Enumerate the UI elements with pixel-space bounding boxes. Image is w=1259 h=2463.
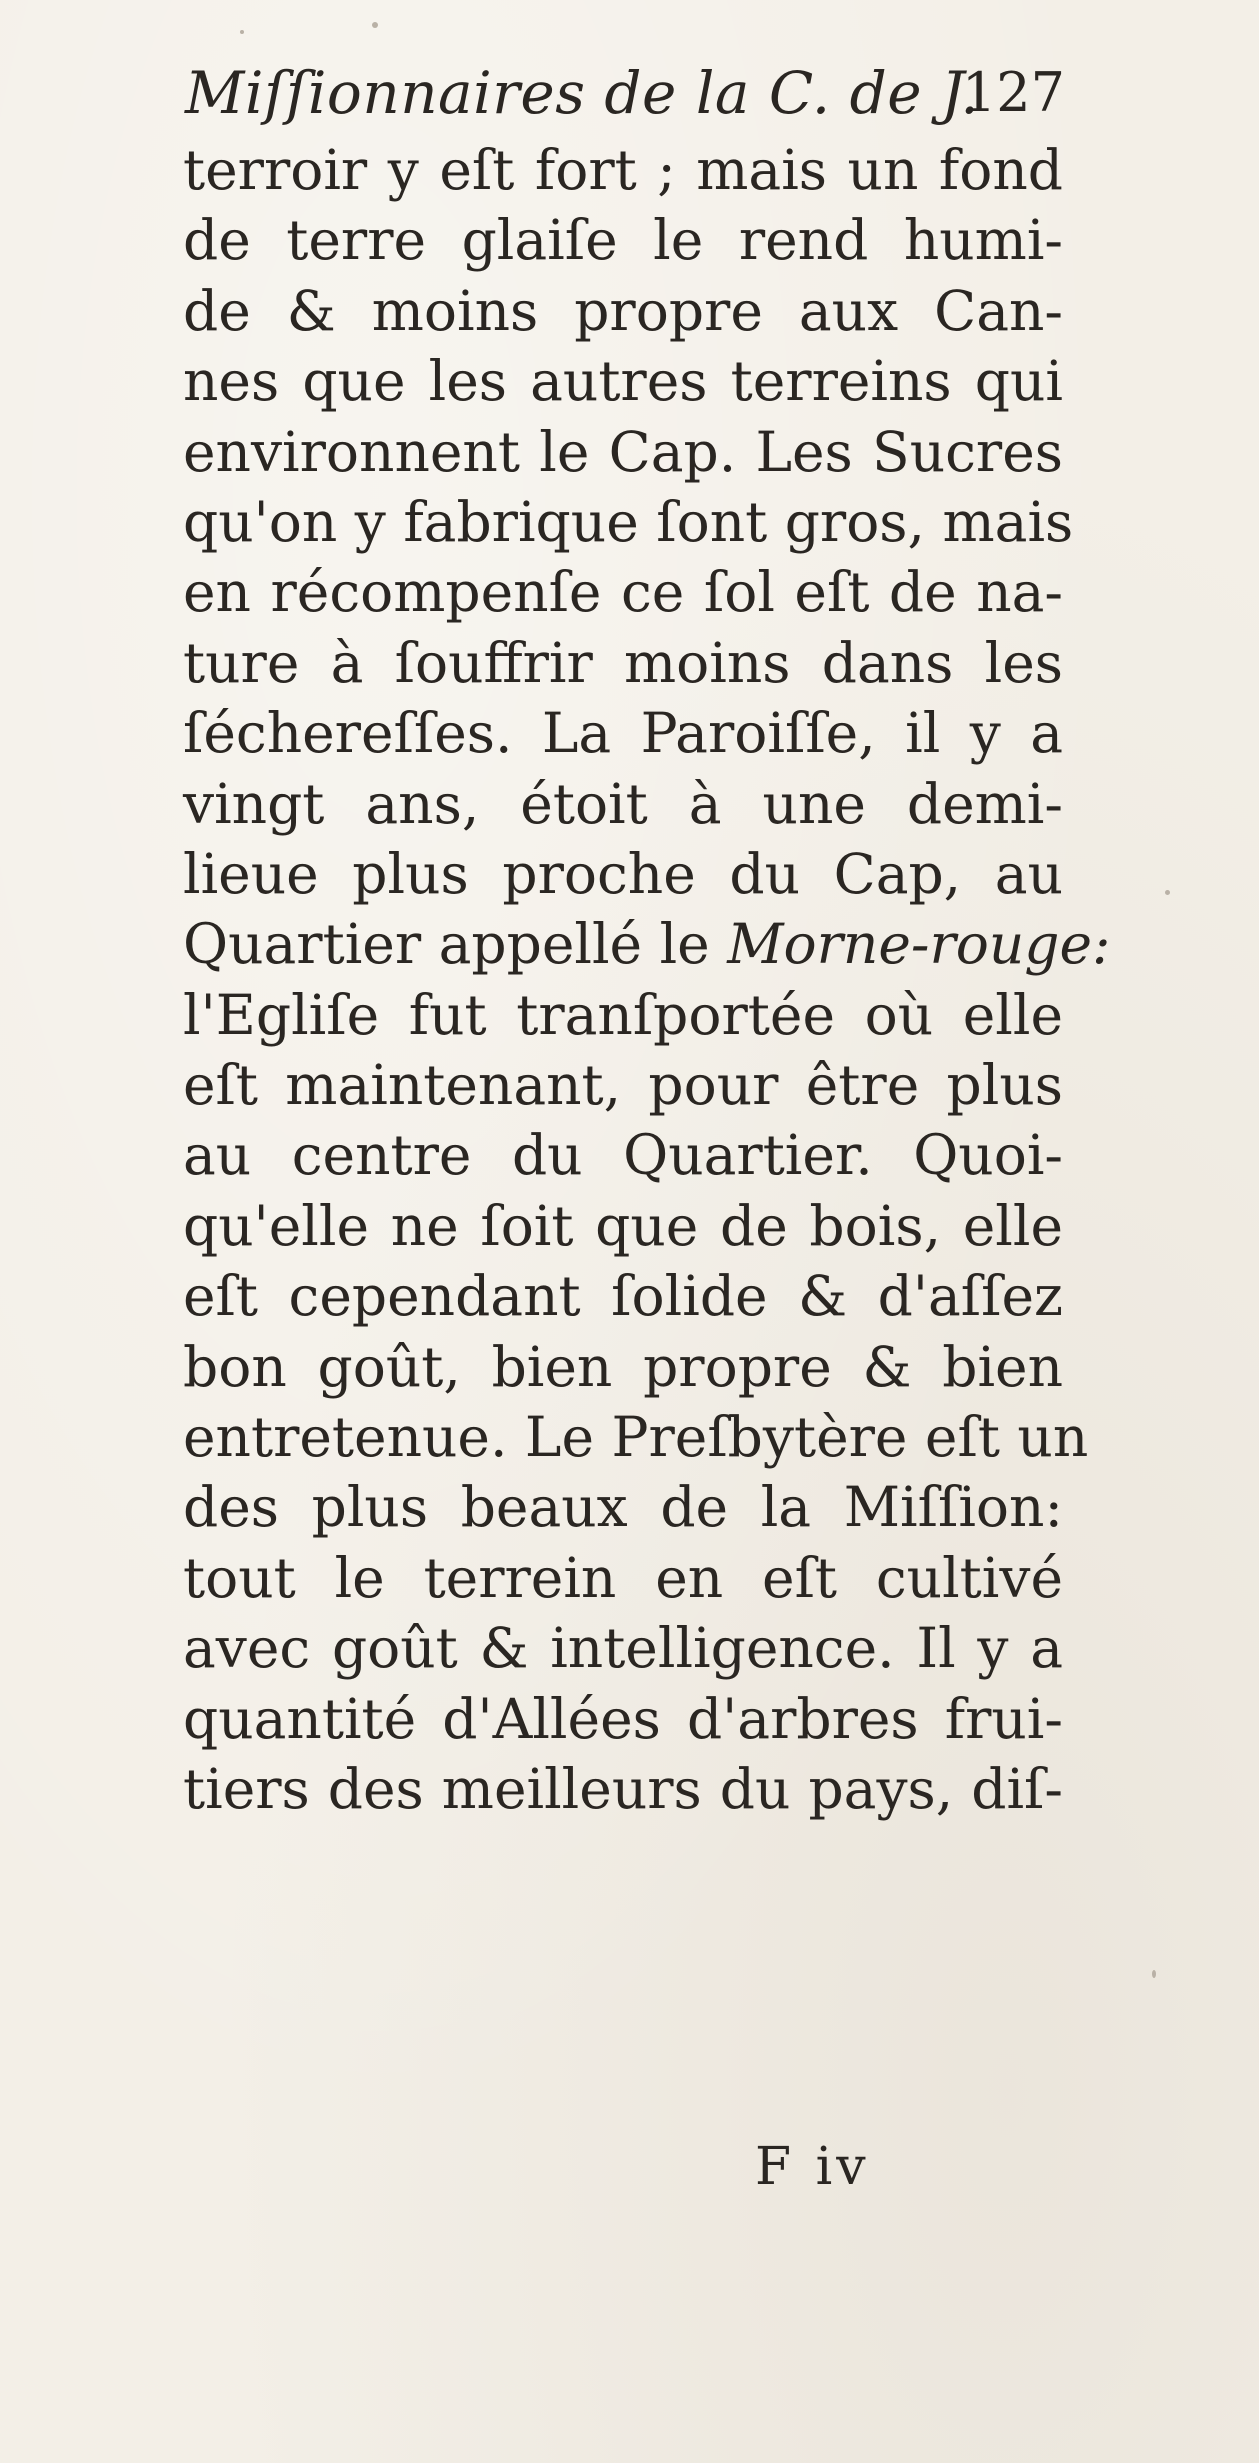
text-line: terroir y eſt fort ; mais un fond <box>183 138 1063 202</box>
text-line: lieue plus proche du Cap, au <box>183 841 1063 906</box>
place-name-italic: Morne-rouge: <box>727 912 1111 977</box>
text-line: ſéchereſſes. La Paroiſſe, il y a <box>183 701 1063 766</box>
text-line: entretenue. Le Preſbytère eſt un <box>183 1405 1089 1470</box>
paper-speck <box>1152 1970 1156 1978</box>
text-line-prefix: Quartier appellé le <box>183 912 728 977</box>
text-line: qu'on y fabrique ſont gros, mais <box>183 489 1074 554</box>
text-line: nes que les autres terreins qui <box>183 349 1063 414</box>
text-line: tout le terrein en eſt cultivé <box>183 1545 1063 1610</box>
text-line: l'Egliſe fut tranſportée où elle <box>183 982 1063 1047</box>
text-line: qu'elle ne ſoit que de bois, elle <box>183 1193 1063 1258</box>
text-line: de terre glaiſe le rend humi- <box>183 208 1063 273</box>
page-number: 127 <box>961 61 1065 124</box>
text-line: ture à ſouffrir moins dans les <box>183 630 1063 695</box>
running-head <box>185 58 1065 128</box>
text-line: au centre du Quartier. Quoi- <box>183 1123 1063 1188</box>
text-line: des plus beaux de la Miſſion: <box>183 1475 1063 1540</box>
paper-speck <box>372 22 378 28</box>
text-line: eſt maintenant, pour être plus <box>183 1053 1063 1118</box>
text-line: tiers des meilleurs du pays, diſ- <box>183 1756 1063 1821</box>
text-line: bon goût, bien propre & bien <box>183 1334 1063 1399</box>
paper-speck <box>240 30 244 34</box>
text-line: environnent le Cap. Les Sucres <box>183 419 1063 484</box>
text-line: avec goût & intelligence. Il y a <box>183 1616 1063 1681</box>
text-line: en récompenſe ce ſol eſt de na- <box>183 560 1063 625</box>
text-line: eſt cependant ſolide & d'aſſez <box>183 1264 1063 1329</box>
body-text <box>183 135 1111 1824</box>
paper-speck <box>1165 890 1170 895</box>
running-title: Miſſionnaires de la C. de J. <box>185 59 980 127</box>
text-line: quantité d'Allées d'arbres frui- <box>183 1686 1063 1751</box>
signature-mark: F iv <box>755 2137 870 2197</box>
text-line: vingt ans, étoit à une demi- <box>183 771 1063 836</box>
text-line: de & moins propre aux Can- <box>183 278 1063 343</box>
text-line-place-name <box>183 909 1111 979</box>
